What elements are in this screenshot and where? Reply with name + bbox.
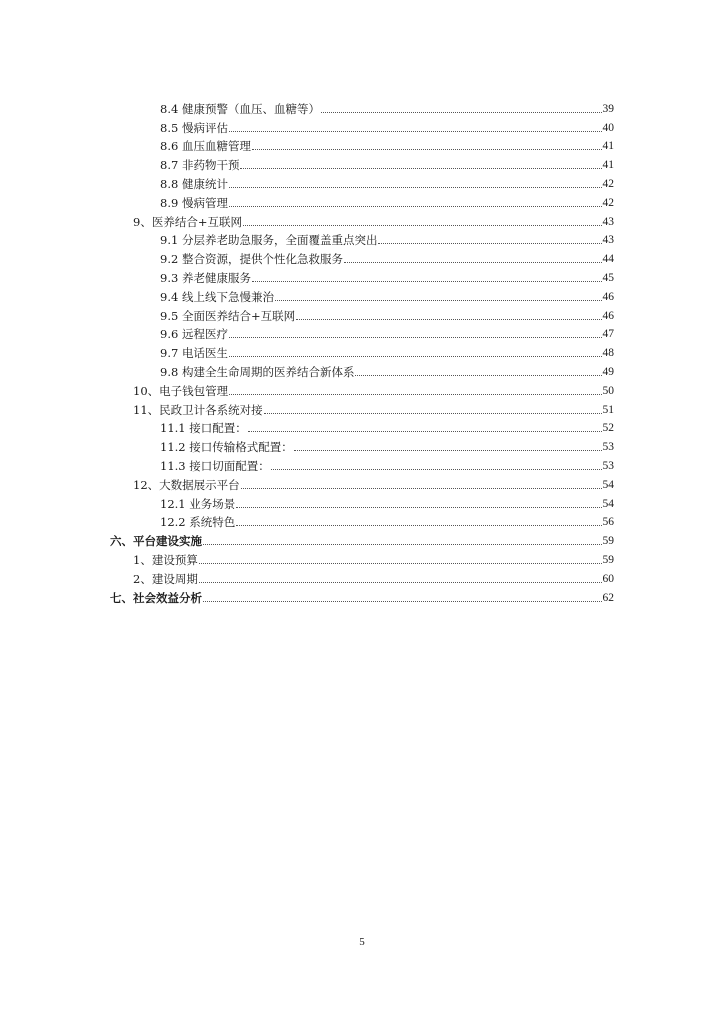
toc-leader-dots	[236, 524, 601, 526]
toc-entry-label: 七、社会效益分析	[110, 590, 202, 605]
toc-entry-label: 六、平台建设实施	[110, 534, 202, 549]
toc-entry-page: 56	[602, 516, 614, 529]
toc-entry[interactable]	[160, 285, 614, 304]
toc-entry-page: 59	[602, 535, 614, 548]
toc-leader-dots	[199, 581, 602, 583]
toc-entry[interactable]	[160, 360, 614, 379]
toc-leader-dots	[271, 468, 602, 470]
toc-entry-label: 10、电子钱包管理	[133, 383, 229, 398]
toc-entry[interactable]	[133, 567, 614, 586]
toc-entry-page: 45	[602, 271, 614, 284]
toc-entry-page: 54	[602, 497, 614, 510]
toc-entry-label: 9.1 分层养老助急服务，全面覆盖重点突出	[160, 233, 378, 248]
toc-leader-dots	[236, 506, 601, 508]
toc-entry[interactable]	[160, 492, 614, 511]
toc-entry-label: 9.2 整合资源，提供个性化急救服务	[160, 252, 343, 267]
toc-entry-page: 42	[602, 196, 614, 209]
toc-entry[interactable]	[160, 172, 614, 191]
toc-leader-dots	[241, 487, 602, 489]
toc-entry[interactable]	[160, 417, 614, 436]
toc-entry-page: 47	[602, 328, 614, 341]
toc-entry-label: 2、建设周期	[133, 571, 198, 586]
toc-entry-page: 48	[602, 347, 614, 360]
toc-leader-dots	[248, 430, 602, 432]
toc-leader-dots	[264, 412, 602, 414]
toc-entry-page: 44	[602, 253, 614, 266]
toc-leader-dots	[229, 336, 602, 338]
toc-entry[interactable]	[160, 116, 614, 135]
toc-entry[interactable]	[133, 548, 614, 567]
toc-entry-page: 49	[602, 365, 614, 378]
toc-leader-dots	[378, 242, 601, 244]
toc-entry-label: 11.3 接口切面配置：	[160, 458, 270, 473]
toc-entry-label: 8.8 健康统计	[160, 176, 228, 191]
toc-leader-dots	[229, 130, 602, 132]
toc-entry-label: 8.9 慢病管理	[160, 195, 228, 210]
toc-entry-label: 9.7 电话医生	[160, 346, 228, 361]
toc-entry[interactable]	[160, 266, 614, 285]
toc-entry-label: 12.2 系统特色	[160, 515, 236, 530]
toc-entry-page: 60	[602, 572, 614, 585]
toc-entry-label: 1、建设预算	[133, 552, 198, 567]
toc-leader-dots	[252, 148, 602, 150]
toc-leader-dots	[275, 299, 602, 301]
toc-entry-page: 41	[602, 159, 614, 172]
toc-entry-label: 8.6 血压血糖管理	[160, 139, 251, 154]
toc-entry-label: 9.5 全面医养结合+互联网	[160, 308, 296, 323]
toc-entry[interactable]	[160, 135, 614, 154]
toc-entry-page: 53	[602, 459, 614, 472]
toc-entry-label: 9.8 构建全生命周期的医养结合新体系	[160, 364, 355, 379]
toc-leader-dots	[203, 600, 602, 602]
toc-entry[interactable]	[133, 398, 614, 417]
toc-leader-dots	[252, 280, 602, 282]
toc-entry[interactable]	[160, 153, 614, 172]
toc-entry-label: 8.5 慢病评估	[160, 120, 228, 135]
toc-entry-page: 54	[602, 478, 614, 491]
toc-leader-dots	[229, 393, 601, 395]
toc-entry[interactable]	[133, 473, 614, 492]
toc-entry[interactable]	[160, 191, 614, 210]
toc-entry-label: 12、大数据展示平台	[133, 477, 240, 492]
toc-entry-label: 11.2 接口传输格式配置：	[160, 440, 293, 455]
toc-entry-label: 9.3 养老健康服务	[160, 270, 251, 285]
toc-entry-label: 11.1 接口配置：	[160, 421, 247, 436]
toc-leader-dots	[229, 355, 602, 357]
toc-entry[interactable]	[160, 229, 614, 248]
toc-leader-dots	[240, 167, 601, 169]
toc-entry[interactable]	[110, 529, 614, 548]
toc-entry-page: 62	[602, 591, 614, 604]
toc-entry-page: 39	[602, 102, 614, 115]
toc-entry-page: 59	[602, 553, 614, 566]
toc-entry[interactable]	[160, 511, 614, 530]
toc-entry[interactable]	[160, 435, 614, 454]
toc-entry-page: 43	[602, 234, 614, 247]
toc-leader-dots	[355, 374, 601, 376]
toc-entry[interactable]	[160, 97, 614, 116]
toc-entry-label: 8.4 健康预警（血压、血糖等）	[160, 101, 320, 116]
toc-leader-dots	[321, 111, 602, 113]
toc-entry-page: 50	[602, 384, 614, 397]
toc-entry[interactable]	[160, 341, 614, 360]
toc-leader-dots	[229, 186, 602, 188]
toc-entry[interactable]	[160, 247, 614, 266]
toc-entry[interactable]	[160, 304, 614, 323]
toc-entry[interactable]	[133, 210, 614, 229]
toc-entry-label: 8.7 非药物干预	[160, 158, 240, 173]
toc-leader-dots	[294, 449, 602, 451]
toc-entry-page: 42	[602, 177, 614, 190]
toc-entry[interactable]	[110, 586, 614, 605]
toc-entry-label: 9.4 线上线下急慢兼治	[160, 289, 274, 304]
toc-entry-page: 53	[602, 441, 614, 454]
toc-entry[interactable]	[133, 379, 614, 398]
toc-entry-label: 9.6 远程医疗	[160, 327, 228, 342]
toc-leader-dots	[229, 205, 602, 207]
toc-entry-label: 11、民政卫计各系统对接	[133, 402, 263, 417]
toc-leader-dots	[344, 261, 602, 263]
toc-entry-label: 9、医养结合+互联网	[133, 214, 242, 229]
toc-leader-dots	[199, 562, 602, 564]
toc-entry[interactable]	[160, 454, 614, 473]
toc-entry-page: 52	[602, 422, 614, 435]
toc-entry[interactable]	[160, 323, 614, 342]
toc-entry-page: 51	[602, 403, 614, 416]
toc-entry-page: 46	[602, 309, 614, 322]
toc-entry-page: 43	[602, 215, 614, 228]
toc-leader-dots	[243, 224, 602, 226]
toc-leader-dots	[296, 318, 601, 320]
toc-entry-page: 41	[602, 140, 614, 153]
page-number: 5	[359, 936, 365, 948]
toc-entry-label: 12.1 业务场景	[160, 496, 236, 511]
toc-entry-page: 40	[602, 121, 614, 134]
toc-entry-page: 46	[602, 290, 614, 303]
toc-leader-dots	[203, 543, 602, 545]
